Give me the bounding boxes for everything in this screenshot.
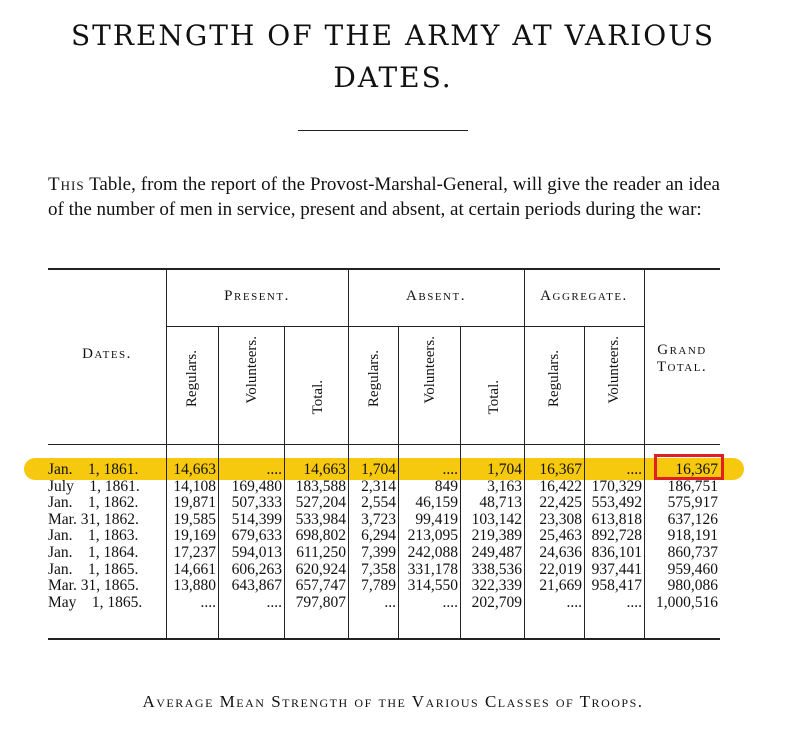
cell-a-vol: 46,159	[415, 494, 458, 512]
next-section-heading: Average Mean Strength of the Various Classes of Troops.	[142, 692, 644, 711]
cell-a-reg: 3,723	[361, 510, 396, 528]
cell-a-tot: 202,709	[471, 593, 522, 611]
cell-a-vol: 849	[434, 477, 458, 495]
cell-grand: 186,751	[667, 477, 718, 495]
cell-a-tot: 338,536	[471, 560, 522, 578]
cell-a-reg: 7,399	[361, 544, 396, 561]
cell-p-tot: 527,204	[295, 494, 346, 512]
cell-a-tot: 103,142	[471, 510, 522, 528]
subheader-aggregate-volunteers: Volunteers.	[606, 336, 622, 404]
cell-a-reg: 7,789	[361, 577, 396, 595]
intro-lead-word: This	[48, 174, 85, 195]
cell-p-tot: 620,924	[295, 560, 346, 578]
cell-a-vol: 331,178	[407, 560, 458, 578]
cell-a-reg: 2,314	[361, 477, 396, 495]
cell-g-reg: 16,367	[539, 461, 582, 478]
cell-date: Jan. 1, 1863.	[48, 527, 139, 545]
cell-a-tot: 48,713	[479, 494, 522, 512]
page-title-line-1: STRENGTH OF THE ARMY AT VARIOUS	[71, 19, 715, 52]
cell-grand: 980,086	[667, 577, 718, 595]
header-grand-total-line-2: Total.	[656, 359, 708, 375]
cell-g-vol: 958,417	[591, 577, 642, 595]
cell-a-tot: 219,389	[471, 527, 522, 545]
cell-g-vol: 892,728	[591, 527, 642, 545]
cell-a-tot: 322,339	[471, 577, 522, 595]
cell-p-vol: 606,263	[231, 560, 282, 578]
cell-a-vol: 213,095	[407, 527, 458, 545]
intro-text: Table, from the report of the Provost-Marshal-General, will give the reader an idea of the number of men in service, present and absent, at certain periods during the war:	[48, 174, 720, 220]
cell-date: Jan. 1, 1864.	[48, 544, 139, 561]
cell-date: Jan. 1, 1865.	[48, 560, 139, 578]
cell-date: Jan. 1, 1862.	[48, 494, 139, 512]
cell-g-reg: 22,019	[539, 560, 582, 578]
cell-g-vol: ....	[626, 461, 642, 478]
table-row	[48, 478, 720, 495]
table-top-rule	[48, 268, 720, 270]
cell-grand: 637,126	[667, 510, 718, 528]
cell-p-reg: 14,661	[173, 560, 216, 578]
cell-g-reg: 16,422	[539, 477, 582, 495]
cell-p-reg: 14,108	[173, 477, 216, 495]
cell-date: July 1, 1861.	[48, 477, 140, 495]
cell-g-reg: 23,308	[539, 510, 582, 528]
cell-g-vol: 170,329	[591, 477, 642, 495]
table-row	[48, 544, 720, 561]
cell-a-reg: 6,294	[361, 527, 396, 545]
cell-p-reg: 19,871	[173, 494, 216, 512]
cell-p-reg: 17,237	[173, 544, 216, 561]
header-grand-total	[644, 342, 720, 376]
table-row	[48, 511, 720, 528]
cell-g-vol: ....	[626, 593, 642, 611]
cell-p-vol: 169,480	[231, 477, 282, 495]
cell-p-reg: ....	[200, 593, 216, 611]
table-row	[48, 577, 720, 594]
cell-p-tot: 698,802	[295, 527, 346, 545]
cell-p-vol: 594,013	[231, 544, 282, 561]
cell-p-reg: 19,585	[173, 510, 216, 528]
table-row	[48, 461, 720, 478]
subheader-absent-volunteers: Volunteers.	[422, 336, 438, 404]
cell-p-reg: 14,663	[173, 461, 216, 478]
cell-date: Jan. 1, 1861.	[48, 461, 139, 478]
cell-date: Mar. 31, 1865.	[48, 577, 139, 595]
title-divider	[298, 130, 468, 131]
subheader-present-volunteers: Volunteers.	[244, 336, 260, 404]
cell-date: May 1, 1865.	[48, 593, 143, 611]
cell-a-vol: ....	[442, 593, 458, 611]
subheader-absent-regulars: Regulars.	[366, 350, 382, 408]
group-header-rule	[166, 326, 644, 327]
subheader-present-regulars: Regulars.	[184, 350, 200, 408]
cell-p-tot: 533,984	[295, 510, 346, 528]
cell-g-reg: 21,669	[539, 577, 582, 595]
cell-p-reg: 19,169	[173, 527, 216, 545]
header-dates: Dates.	[82, 346, 132, 362]
cell-p-vol: 679,633	[231, 527, 282, 545]
cell-p-vol: ....	[266, 461, 282, 478]
cell-a-tot: 249,487	[471, 544, 522, 561]
cell-p-vol: 514,399	[231, 510, 282, 528]
header-present: Present.	[224, 288, 290, 304]
cell-p-vol: ....	[266, 593, 282, 611]
cell-p-tot: 657,747	[295, 577, 346, 595]
cell-p-tot: 14,663	[303, 461, 346, 478]
cell-p-vol: 507,333	[231, 494, 282, 512]
cell-date: Mar. 31, 1862.	[48, 510, 139, 528]
page-title-line-2: DATES.	[333, 61, 453, 94]
table-row	[48, 527, 720, 544]
cell-grand: 16,367	[675, 461, 718, 478]
cell-a-tot: 3,163	[487, 477, 522, 495]
cell-g-vol: 613,818	[591, 510, 642, 528]
cell-g-reg: 25,463	[539, 527, 582, 545]
table-row	[48, 561, 720, 578]
cell-grand: 918,191	[667, 527, 718, 545]
intro-paragraph	[48, 172, 720, 222]
table-bottom-rule	[48, 638, 720, 640]
subheader-aggregate-regulars: Regulars.	[546, 350, 562, 408]
cell-grand: 959,460	[667, 560, 718, 578]
cell-a-reg: 1,704	[361, 461, 396, 478]
cell-g-vol: 937,441	[591, 560, 642, 578]
cell-a-reg: 7,358	[361, 560, 396, 578]
cell-a-vol: 314,550	[407, 577, 458, 595]
cell-a-vol: 242,088	[407, 544, 458, 561]
cell-p-reg: 13,880	[173, 577, 216, 595]
cell-a-tot: 1,704	[487, 461, 522, 478]
cell-grand: 860,737	[667, 544, 718, 561]
subheader-absent-total: Total.	[486, 380, 502, 415]
header-bottom-rule	[48, 444, 720, 445]
table-row	[48, 594, 720, 611]
cell-a-vol: 99,419	[415, 510, 458, 528]
header-grand-total-line-1: Grand	[657, 342, 707, 358]
army-strength-table	[48, 268, 720, 640]
table-row	[48, 494, 720, 511]
cell-g-reg: ....	[566, 593, 582, 611]
cell-g-reg: 24,636	[539, 544, 582, 561]
cell-g-reg: 22,425	[539, 494, 582, 512]
cell-grand: 1,000,516	[656, 593, 718, 611]
cell-p-vol: 643,867	[231, 577, 282, 595]
cell-p-tot: 797,807	[295, 593, 346, 611]
cell-a-vol: ....	[442, 461, 458, 478]
header-absent: Absent.	[406, 288, 466, 304]
cell-g-vol: 553,492	[591, 494, 642, 512]
cell-p-tot: 611,250	[296, 544, 346, 561]
subheader-present-total: Total.	[310, 380, 326, 415]
header-aggregate: Aggregate.	[540, 288, 628, 304]
cell-a-reg: ...	[384, 593, 396, 611]
cell-a-reg: 2,554	[361, 494, 396, 512]
cell-p-tot: 183,588	[295, 477, 346, 495]
cell-g-vol: 836,101	[591, 544, 642, 561]
cell-grand: 575,917	[667, 494, 718, 512]
highlighted-grand-total-box	[654, 454, 724, 480]
